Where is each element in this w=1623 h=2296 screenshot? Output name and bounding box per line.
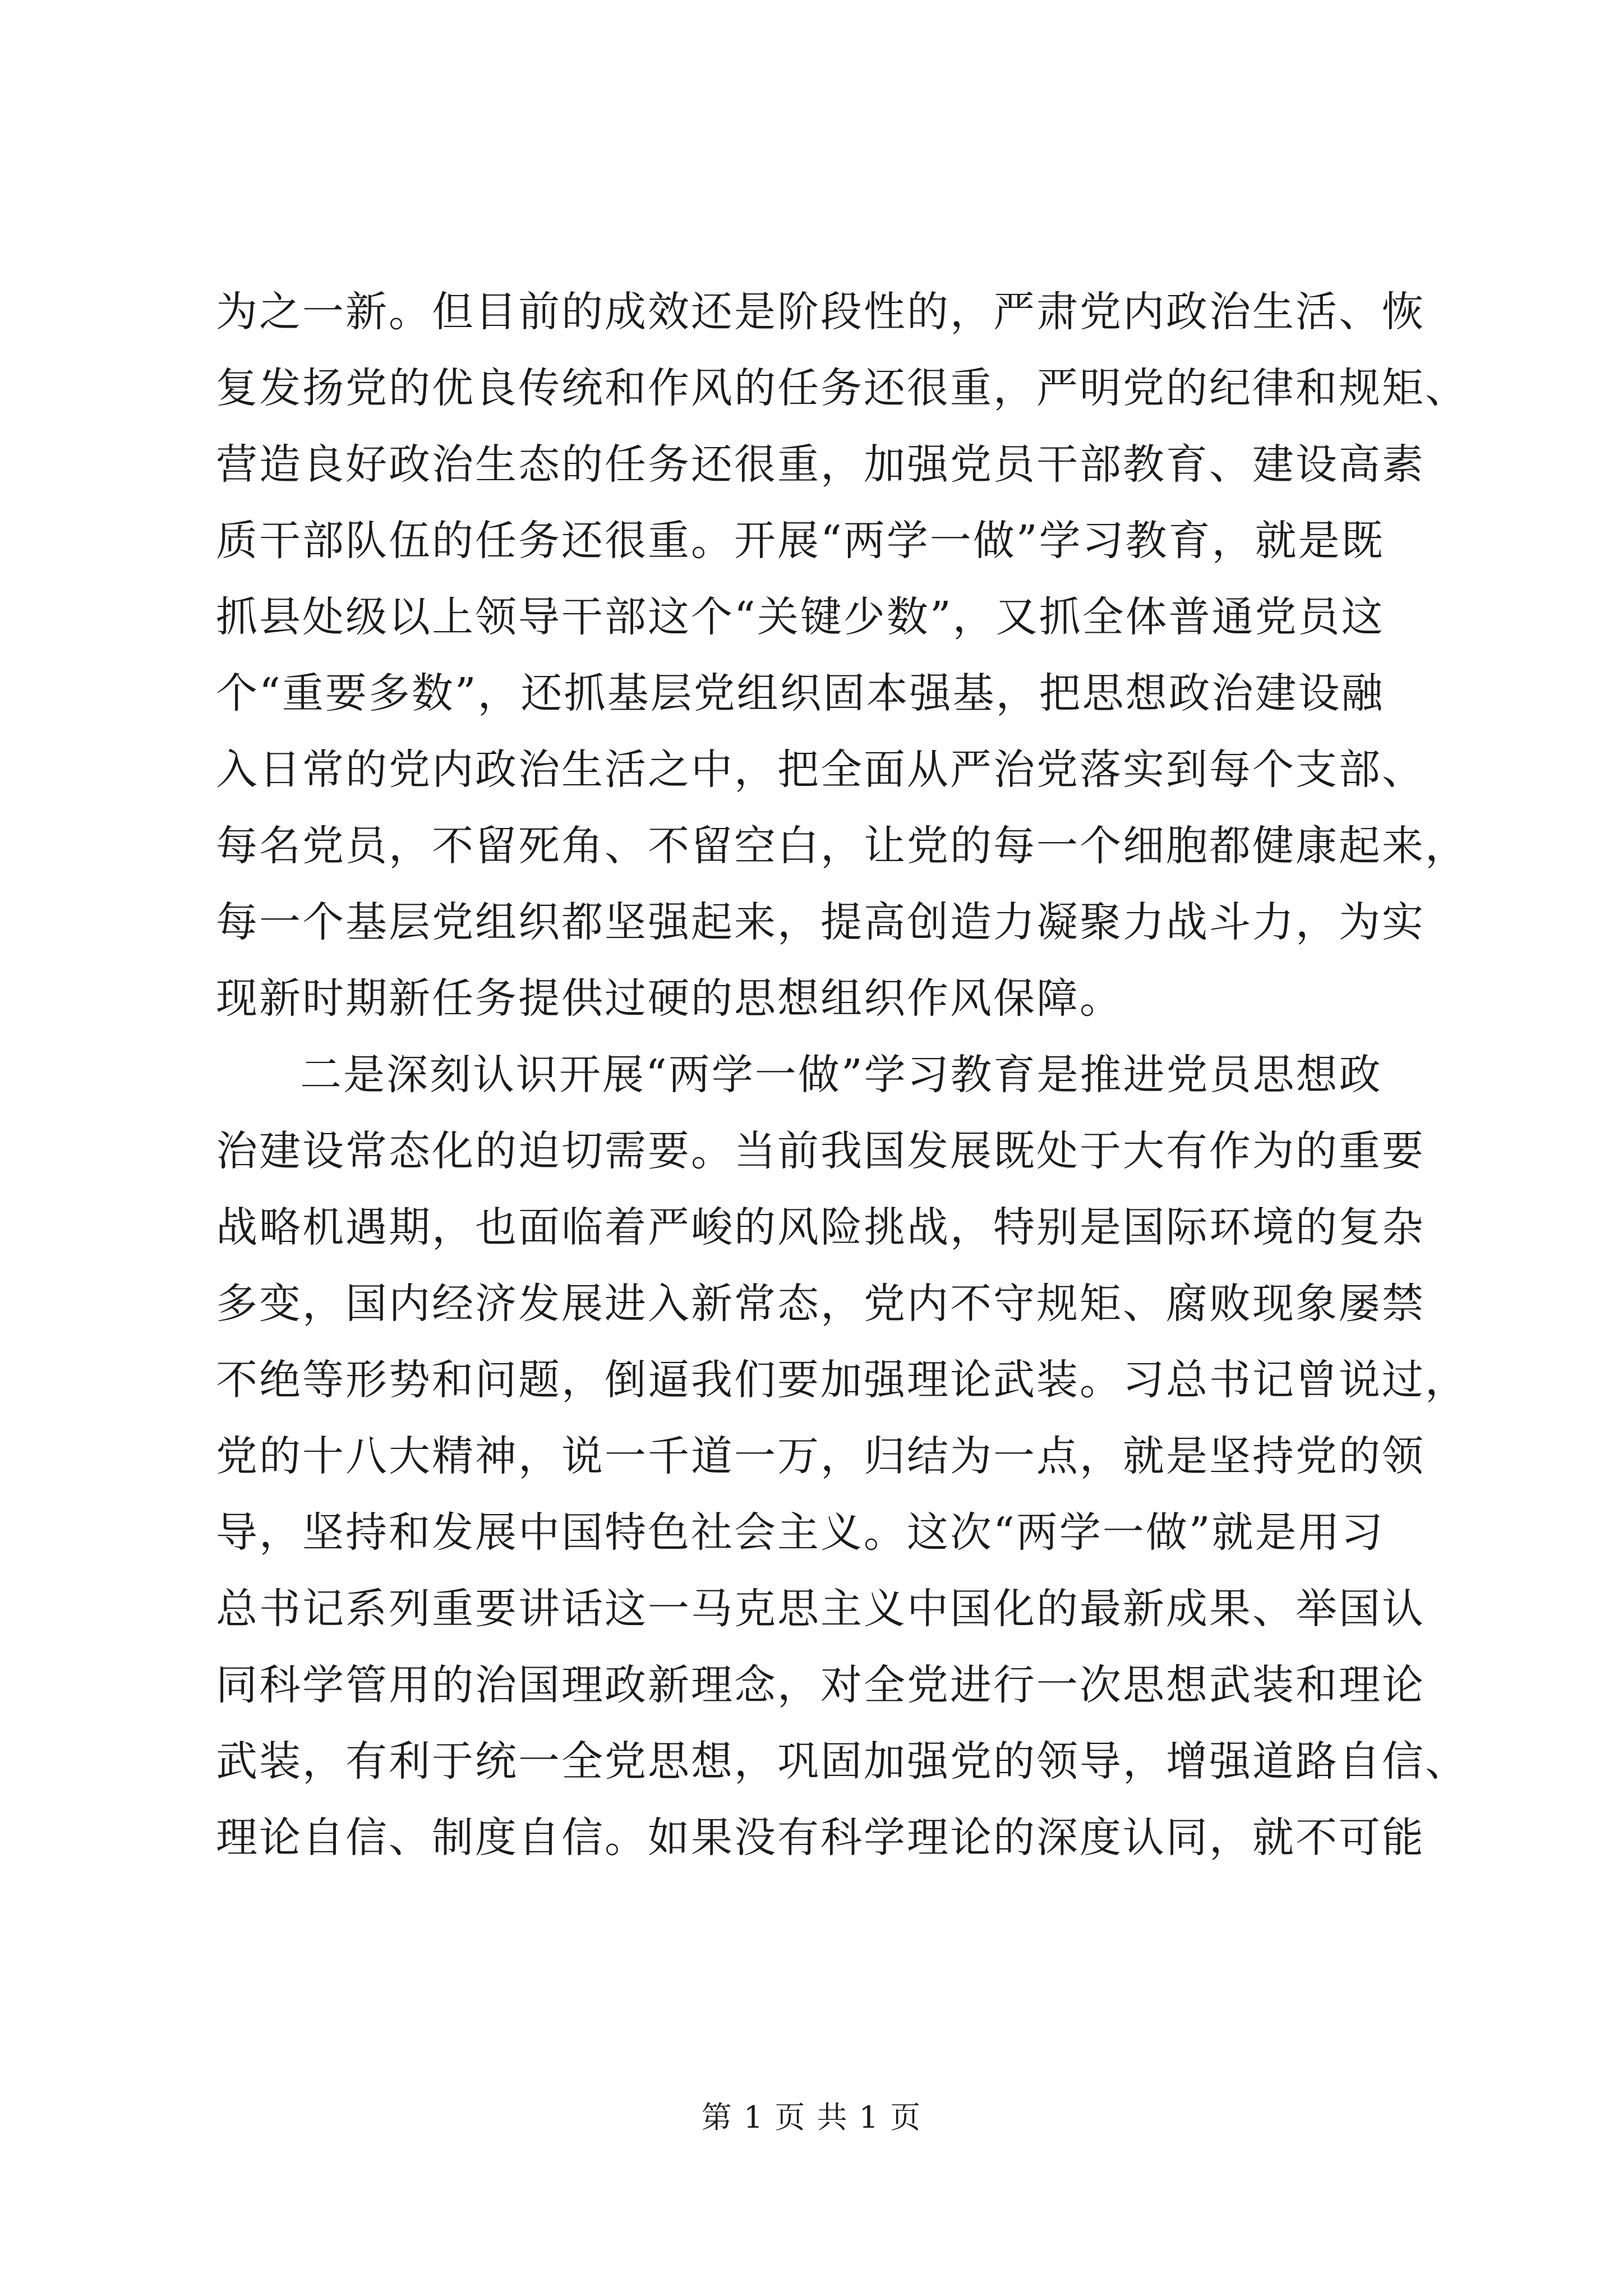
text-line: 个“重要多数”，还抓基层党组织固本强基，把思想政治建设融: [216, 669, 1385, 717]
text-line: 总书记系列重要讲话这一马克思主义中国化的最新成果、举国认: [216, 1585, 1425, 1633]
text-line: 武装，有利于统一全党思想，巩固加强党的领导，增强道路自信、: [216, 1737, 1468, 1786]
text-line: 党的十八大精神，说一千道一万，归结为一点，就是坚持党的领: [216, 1432, 1425, 1480]
text-line: 每名党员，不留死角、不留空白，让党的每一个细胞都健康起来，: [216, 822, 1468, 870]
text-line: 不绝等形势和问题，倒逼我们要加强理论武装。习总书记曾说过，: [216, 1356, 1468, 1404]
text-line: 每一个基层党组织都坚强起来，提高创造力凝聚力战斗力，为实: [216, 898, 1425, 946]
page-footer: 第 1 页 共 1 页: [701, 2100, 922, 2135]
text-line: 多变，国内经济发展进入新常态，党内不守规矩、腐败现象屡禁: [216, 1280, 1425, 1328]
text-line: 为之一新。但目前的成效还是阶段性的，严肃党内政治生活、恢: [216, 288, 1425, 336]
text-line: 战略机遇期，也面临着严峻的风险挑战，特别是国际环境的复杂: [216, 1203, 1425, 1251]
body-text: [216, 274, 1506, 1876]
text-line: 理论自信、制度自信。如果没有科学理论的深度认同，就不可能: [216, 1814, 1425, 1862]
text-line: 抓县处级以上领导干部这个“关键少数”，又抓全体普通党员这: [216, 593, 1385, 641]
text-line: 二是深刻认识开展“两学一做”学习教育是推进党员思想政: [300, 1051, 1382, 1099]
text-line: 营造良好政治生态的任务还很重，加强党员干部教育、建设高素: [216, 440, 1425, 489]
text-line: 同科学管用的治国理政新理念，对全党进行一次思想武装和理论: [216, 1661, 1425, 1709]
text-line: 导，坚持和发展中国特色社会主义。这次“两学一做”就是用习: [216, 1508, 1385, 1557]
text-line: 质干部队伍的任务还很重。开展“两学一做”学习教育，就是既: [216, 517, 1385, 565]
text-line: 治建设常态化的迫切需要。当前我国发展既处于大有作为的重要: [216, 1127, 1425, 1175]
text-line: 复发扬党的优良传统和作风的任务还很重，严明党的纪律和规矩、: [216, 364, 1468, 412]
text-line: 入日常的党内政治生活之中，把全面从严治党落实到每个支部、: [216, 746, 1425, 794]
text-line: 现新时期新任务提供过硬的思想组织作风保障。: [216, 974, 1123, 1023]
